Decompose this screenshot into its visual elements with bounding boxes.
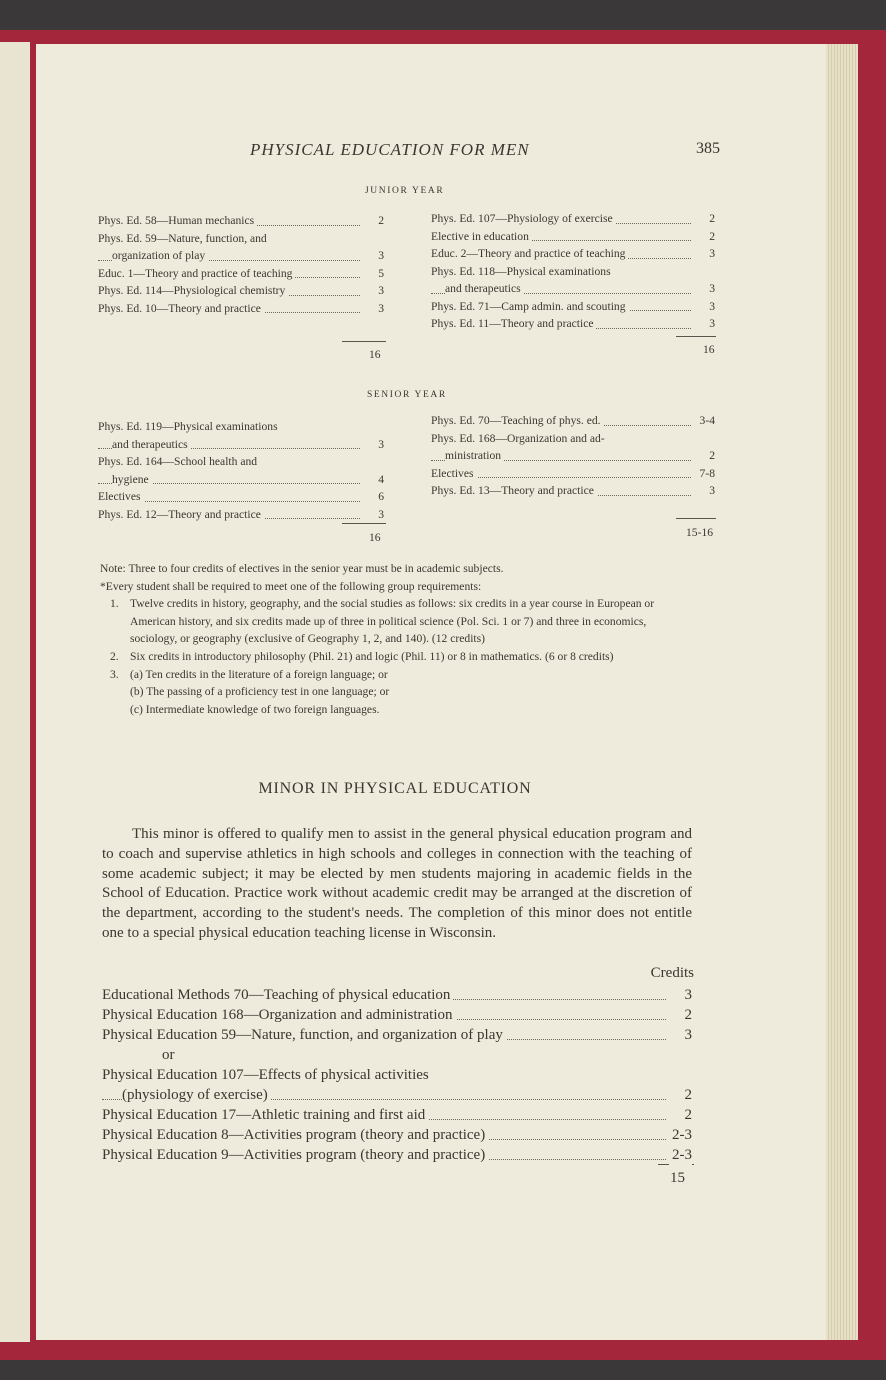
course-row <box>102 1145 692 1165</box>
course-label: Phys. Ed. 164—School health and <box>98 455 260 468</box>
note-item <box>100 595 690 648</box>
course-row <box>98 247 384 265</box>
senior-right-rule <box>676 518 716 519</box>
course-row <box>102 1105 692 1125</box>
course-credits: 3 <box>706 315 715 333</box>
junior-right-total: 16 <box>703 343 715 356</box>
course-label: Phys. Ed. 114—Physiological chemistry <box>98 284 288 297</box>
page-number: 385 <box>696 140 720 157</box>
junior-right-rule <box>676 336 716 337</box>
course-credits: 3 <box>375 436 384 454</box>
course-row <box>98 300 384 318</box>
course-row <box>98 506 384 524</box>
course-label: Educ. 2—Theory and practice of teaching <box>431 247 628 260</box>
course-label: Physical Education 17—Athletic training and first aid <box>102 1107 428 1123</box>
course-label: Phys. Ed. 168—Organization and ad- <box>431 432 608 445</box>
course-label: Electives <box>98 490 144 503</box>
course-row <box>431 315 715 333</box>
course-credits: 2 <box>682 1005 693 1025</box>
course-label: Phys. Ed. 58—Human mechanics <box>98 214 257 227</box>
course-row <box>431 412 715 430</box>
course-credits: 3 <box>375 282 384 300</box>
course-row <box>102 1025 692 1045</box>
note-item-text: Six credits in introductory philosophy (Phil. 21) and logic (Phil. 11) or 8 in mathematics. (6 or 8 credits) <box>130 649 614 663</box>
course-credits: 3 <box>375 506 384 524</box>
minor-course-table <box>102 985 692 1165</box>
note-every-student: *Every student shall be required to meet one of the following group requirements: <box>100 579 482 593</box>
course-credits: 3-4 <box>697 412 715 430</box>
facing-page-edge <box>0 42 30 1342</box>
note-item-3c: (c) Intermediate knowledge of two foreign languages. <box>130 702 380 716</box>
credits-heading: Credits <box>650 965 694 981</box>
course-row <box>431 447 715 465</box>
course-row <box>431 298 715 316</box>
course-credits: 7-8 <box>697 465 715 483</box>
course-row <box>98 212 384 230</box>
course-row <box>98 436 384 454</box>
course-credits: 3 <box>375 247 384 265</box>
course-label: Elective in education <box>431 230 532 243</box>
course-credits: 2 <box>682 1085 693 1105</box>
course-label: or <box>162 1047 178 1063</box>
minor-total: 15 <box>670 1170 685 1186</box>
course-label: Phys. Ed. 107—Physiology of exercise <box>431 212 616 225</box>
course-credits: 3 <box>706 280 715 298</box>
senior-right-column <box>431 412 715 500</box>
course-row <box>431 482 715 500</box>
course-row <box>98 488 384 506</box>
junior-right-column <box>431 210 715 333</box>
course-row <box>431 210 715 228</box>
course-row <box>98 230 384 248</box>
course-label: Phys. Ed. 70—Teaching of phys. ed. <box>431 414 604 427</box>
junior-left-rule <box>342 341 386 342</box>
note-item-text: (a) Ten credits in the literature of a foreign language; or <box>130 667 388 681</box>
course-label: (physiology of exercise) <box>122 1087 271 1103</box>
page-stack-edge <box>826 44 858 1340</box>
course-label: Phys. Ed. 10—Theory and practice <box>98 302 264 315</box>
course-credits: 6 <box>375 488 384 506</box>
course-row <box>431 465 715 483</box>
note-items <box>100 595 690 683</box>
course-credits: 3 <box>682 1025 693 1045</box>
course-label: Physical Education 168—Organization and administration <box>102 1007 456 1023</box>
course-credits: 5 <box>375 265 384 283</box>
senior-left-column <box>98 418 384 523</box>
course-credits: 3 <box>682 985 693 1005</box>
course-label: Physical Education 107—Effects of physical activities <box>102 1067 432 1083</box>
course-label: and therapeutics <box>445 282 524 295</box>
junior-year-heading: JUNIOR YEAR <box>365 186 445 196</box>
course-row <box>431 280 715 298</box>
course-label: ministration <box>445 449 504 462</box>
course-row <box>98 418 384 436</box>
course-label: Electives <box>431 467 477 480</box>
course-row <box>102 1125 692 1145</box>
course-label: Phys. Ed. 71—Camp admin. and scouting <box>431 300 629 313</box>
running-head <box>160 140 720 164</box>
course-label: Phys. Ed. 11—Theory and practice <box>431 317 596 330</box>
course-row <box>102 985 692 1005</box>
junior-left-total: 16 <box>369 348 381 361</box>
course-label: Physical Education 8—Activities program (theory and practice) <box>102 1127 488 1143</box>
course-row <box>431 430 715 448</box>
note-item-3b: (b) The passing of a proficiency test in one language; or <box>130 685 390 699</box>
course-row <box>98 265 384 283</box>
minor-title: MINOR IN PHYSICAL EDUCATION <box>258 780 532 797</box>
course-label: Phys. Ed. 119—Physical examinations <box>98 420 281 433</box>
course-label: organization of play <box>112 249 208 262</box>
course-row <box>102 1065 692 1085</box>
course-credits: 2-3 <box>669 1125 692 1145</box>
note-electives: Note: Three to four credits of electives in the senior year must be in academic subjects. <box>100 562 504 575</box>
note-item-text: Twelve credits in history, geography, and the social studies as follows: six credits in a year course in European or American history, and six credits made up of three in political science (Pol. Sci. 1 or 7) and three in economics, sociology, or geography (exclusive of Geography 1, 2, and 140). (12 credits) <box>130 597 655 646</box>
course-label: and therapeutics <box>112 438 191 451</box>
course-row <box>431 245 715 263</box>
course-credits: 4 <box>375 471 384 489</box>
course-label: Phys. Ed. 13—Theory and practice <box>431 484 597 497</box>
note-item-number: 1. <box>110 597 119 611</box>
course-row <box>102 1045 692 1065</box>
course-row <box>431 228 715 246</box>
course-credits: 3 <box>706 298 715 316</box>
course-label: Educ. 1—Theory and practice of teaching <box>98 267 295 280</box>
junior-left-column <box>98 212 384 317</box>
course-row <box>98 453 384 471</box>
course-label: Educational Methods 70—Teaching of physical education <box>102 987 453 1003</box>
course-label: Physical Education 9—Activities program (theory and practice) <box>102 1147 488 1163</box>
note-item-number: 2. <box>110 649 119 663</box>
note-item-number: 3. <box>110 667 119 681</box>
course-credits: 2 <box>375 212 384 230</box>
course-credits: 3 <box>706 245 715 263</box>
senior-right-total: 15-16 <box>686 526 714 539</box>
course-row <box>98 282 384 300</box>
note-item <box>100 648 690 666</box>
course-credits: 2 <box>706 447 715 465</box>
course-credits: 2-3 <box>669 1145 692 1165</box>
running-title: PHYSICAL EDUCATION FOR MEN <box>250 140 530 159</box>
course-credits: 3 <box>375 300 384 318</box>
course-credits: 2 <box>682 1105 693 1125</box>
course-row <box>431 263 715 281</box>
senior-left-total: 16 <box>369 531 381 544</box>
course-label: Phys. Ed. 59—Nature, function, and <box>98 232 270 245</box>
requirements-notes <box>100 560 690 718</box>
course-row <box>102 1005 692 1025</box>
course-row <box>102 1085 692 1105</box>
course-credits: 2 <box>706 210 715 228</box>
senior-left-rule <box>342 523 386 524</box>
course-credits: 2 <box>706 228 715 246</box>
course-label: Phys. Ed. 12—Theory and practice <box>98 508 264 521</box>
note-item <box>100 666 690 684</box>
minor-paragraph: This minor is offered to qualify men to assist in the general physical education program and to coach and supervise athletics in high schools and colleges in connection with the teaching of some academic subject; it may be elected by men students majoring in academic fields in the School of Education. Practice work without academic credit may be arranged at the discretion of the department, according to the student's needs. The completion of this minor does not entitle one to a special physical education teaching license in Wisconsin. <box>102 826 692 941</box>
course-label: Phys. Ed. 118—Physical examinations <box>431 265 614 278</box>
course-label: hygiene <box>112 473 152 486</box>
course-row <box>98 471 384 489</box>
course-credits: 3 <box>706 482 715 500</box>
senior-year-heading: SENIOR YEAR <box>367 390 447 400</box>
course-label: Physical Education 59—Nature, function, and organization of play <box>102 1027 506 1043</box>
